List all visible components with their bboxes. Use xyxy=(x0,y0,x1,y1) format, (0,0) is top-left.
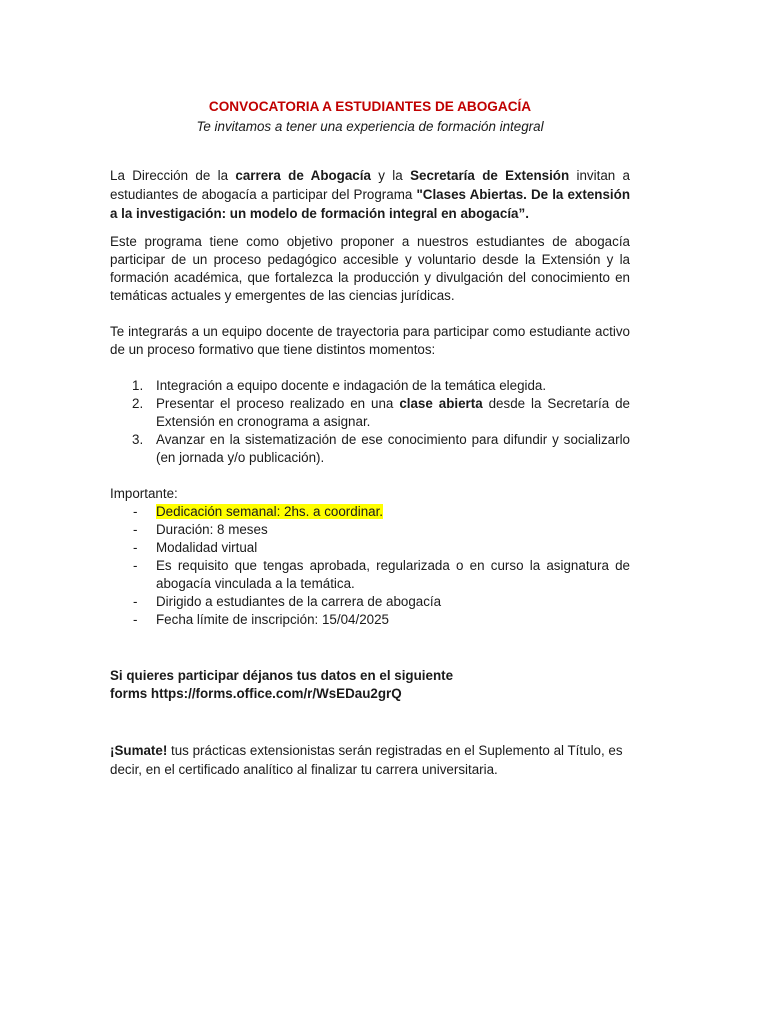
important-item xyxy=(110,593,630,611)
step-item-1 xyxy=(110,377,630,395)
important-item xyxy=(110,611,630,629)
dash-bullet: - xyxy=(133,540,138,555)
highlighted-text: Dedicación semanal: 2hs. a coordinar. xyxy=(156,504,384,519)
objective-paragraph: Este programa tiene como objetivo proponer a nuestros estudiantes de abogacía participar de un proceso pedagógico accesible y voluntario desde la Extensión y la formación académica, que fortalezca la producción y divulgación del conocimiento en temáticas actuales y emergentes de las ciencias jurídicas. xyxy=(110,234,630,303)
step-text: Integración a equipo docente e indagación de la temática elegida. xyxy=(156,378,547,393)
sumate-bold: ¡Sumate! xyxy=(110,743,168,758)
document-content xyxy=(110,97,630,779)
important-text: Duración: 8 meses xyxy=(156,522,268,537)
step-text: desde la Secretaría de Extensión en cronograma a asignar. xyxy=(156,396,630,429)
important-item xyxy=(110,557,630,593)
forms-link[interactable]: forms https://forms.office.com/r/WsEDau2grQ xyxy=(110,686,402,701)
important-text: Modalidad virtual xyxy=(156,540,258,555)
important-label: Importante: xyxy=(110,486,178,501)
intro-text-2: y la xyxy=(370,168,411,183)
important-item xyxy=(110,521,630,539)
dash-bullet: - xyxy=(133,558,138,573)
dash-bullet: - xyxy=(133,504,138,519)
dash-bullet: - xyxy=(133,594,138,609)
important-text: Fecha límite de inscripción: 15/04/2025 xyxy=(156,612,389,627)
intro-text-1: La Dirección de la xyxy=(110,168,236,183)
important-text: Dirigido a estudiantes de la carrera de abogacía xyxy=(156,594,442,609)
dash-bullet: - xyxy=(133,522,138,537)
sumate-paragraph xyxy=(110,741,630,779)
intro-text-3: invitan a estudiantes de abogacía a participar del Programa xyxy=(110,168,630,202)
important-item xyxy=(110,539,630,557)
step-number: 1. xyxy=(132,378,144,393)
cta-line-1: Si quieres participar déjanos tus datos en el siguiente xyxy=(110,668,454,683)
step-bold-clase-abierta: clase abierta xyxy=(399,396,483,411)
document-subtitle: Te invitamos a tener una experiencia de formación integral xyxy=(196,119,544,134)
intro-bold-secretaria: Secretaría de Extensión xyxy=(410,168,570,183)
document-title: CONVOCATORIA A ESTUDIANTES DE ABOGACÍA xyxy=(208,99,532,114)
important-item xyxy=(110,503,630,521)
step-number: 2. xyxy=(132,396,144,411)
intro-bold-carrera: carrera de Abogacía xyxy=(235,168,371,183)
important-text: Es requisito que tengas aprobada, regularizada o en curso la asignatura de abogacía vinculada a la temática. xyxy=(156,558,630,591)
cta-paragraph xyxy=(110,667,630,703)
team-paragraph: Te integrarás a un equipo docente de trayectoria para participar como estudiante activo de un proceso formativo que tiene distintos momentos: xyxy=(110,324,630,357)
step-text: Presentar el proceso realizado en una xyxy=(156,396,400,411)
step-number: 3. xyxy=(132,432,144,447)
step-text: Avanzar en la sistematización de ese conocimiento para difundir y socializarlo (en jornada y/o publicación). xyxy=(156,432,630,465)
intro-bold-programa: "Clases Abiertas. De la extensión a la investigación: un modelo de formación integral en abogacía”. xyxy=(110,187,630,221)
step-item-2 xyxy=(110,395,630,431)
important-list xyxy=(110,503,630,629)
steps-list xyxy=(110,377,630,467)
step-item-3 xyxy=(110,431,630,467)
dash-bullet: - xyxy=(133,612,138,627)
sumate-text: tus prácticas extensionistas serán registradas en el Suplemento al Título, es decir, en el certificado analítico al finalizar tu carrera universitaria. xyxy=(110,743,623,777)
intro-paragraph xyxy=(110,166,630,223)
